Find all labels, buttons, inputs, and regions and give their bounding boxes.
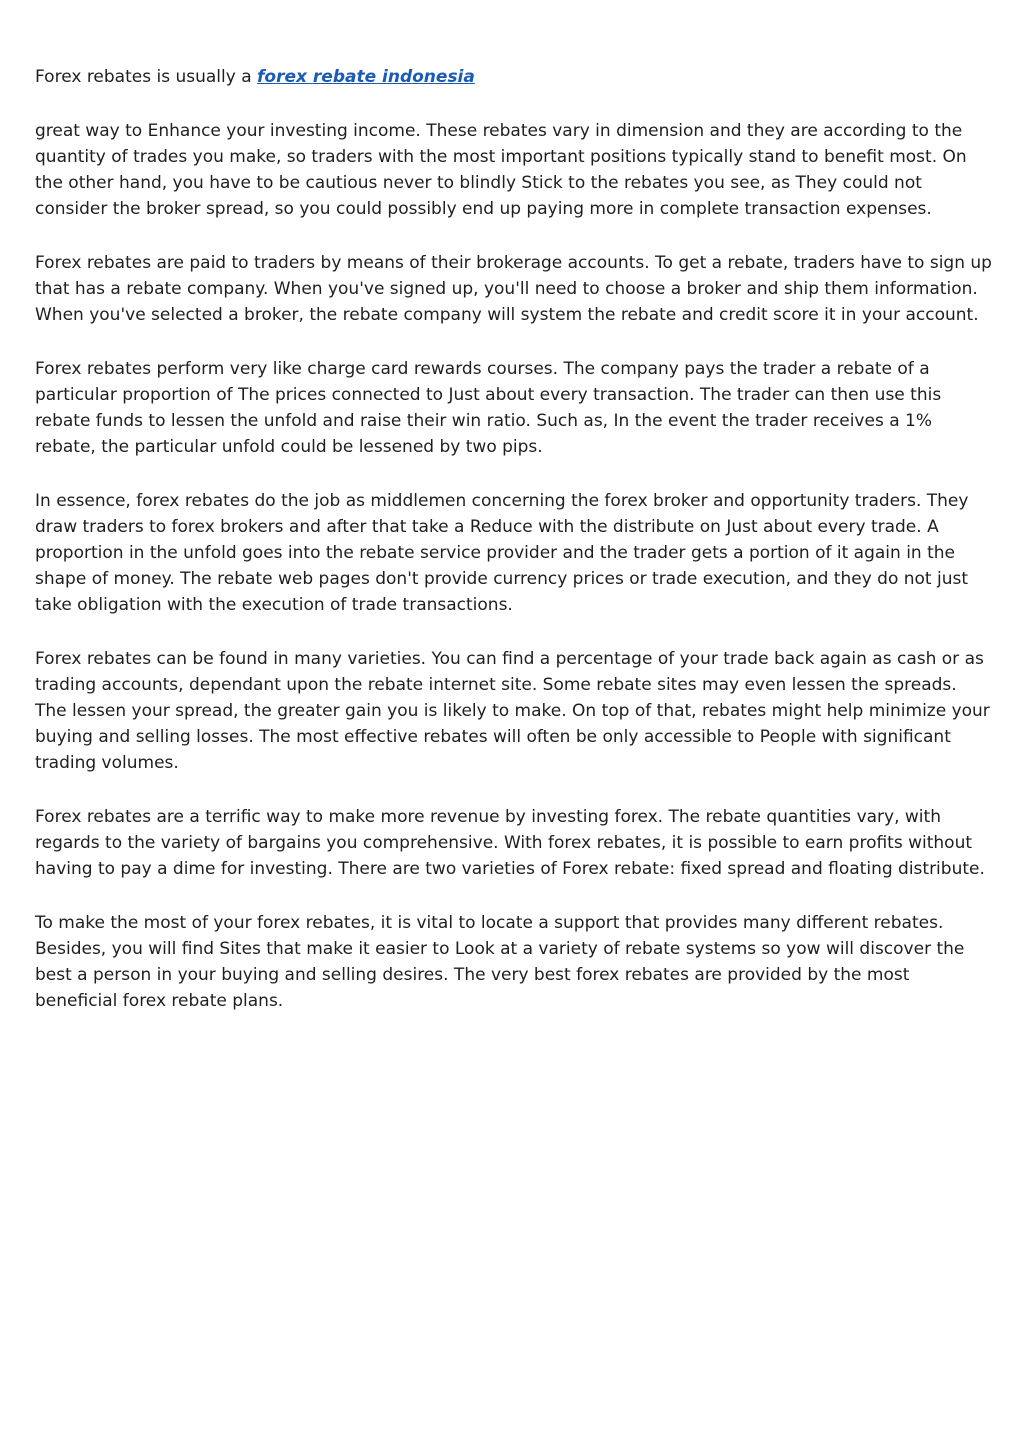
paragraph-5: Forex rebates can be found in many varieties. You can find a percentage of your trade back again as cash or as trading accounts, dependant upon the rebate internet site. Some rebate sites may even lessen the spreads. The lessen your spread, the greater gain you is likely to make. On top of that, rebates might help minimize your buying and selling losses. The most effective rebates will often be only accessible to People with significant trading volumes. bbox=[35, 649, 990, 773]
paragraph-3: Forex rebates perform very like charge card rewards courses. The company pays the trader a rebate of a particular proportion of The prices connected to Just about every transaction. The trader can then use this rebate funds to lessen the unfold and raise their win ratio. Such as, In the event the trader receives a 1% rebate, the particular unfold could be lessened by two pips. bbox=[35, 359, 942, 457]
paragraph-1: great way to Enhance your investing income. These rebates vary in dimension and they are according to the quantity of trades you make, so traders with the most important positions typically stand to benefit most. On the other hand, you have to be cautious never to blindly Stick to the rebates you see, as They could not consider the broker spread, so you could possibly end up paying more in complete transaction expenses. bbox=[35, 121, 967, 219]
paragraph-7: To make the most of your forex rebates, it is vital to locate a support that provides many different rebates. Besides, you will find Sites that make it easier to Look at a variety of rebate systems so yow will discover the best a person in your buying and selling desires. The very best forex rebates are provided by the most beneficial forex rebate plans. bbox=[35, 913, 965, 1011]
paragraph-2: Forex rebates are paid to traders by means of their brokerage accounts. To get a rebate, traders have to sign up that has a rebate company. When you've signed up, you'll need to choose a broker and ship them information. When you've selected a broker, the rebate company will system the rebate and credit score it in your account. bbox=[35, 253, 992, 325]
intro-line bbox=[35, 64, 993, 90]
forex-rebate-indonesia-link[interactable]: forex rebate indonesia bbox=[257, 67, 475, 87]
intro-prefix: Forex rebates is usually a bbox=[35, 67, 258, 87]
document-body bbox=[35, 64, 993, 1042]
paragraph-4: In essence, forex rebates do the job as middlemen concerning the forex broker and opportunity traders. They draw traders to forex brokers and after that take a Reduce with the distribute on Just about every trade. A proportion in the unfold goes into the rebate service provider and the trader gets a portion of it again in the shape of money. The rebate web pages don't provide currency prices or trade execution, and they do not just take obligation with the execution of trade transactions. bbox=[35, 491, 969, 615]
paragraph-6: Forex rebates are a terrific way to make more revenue by investing forex. The rebate quantities vary, with regards to the variety of bargains you comprehensive. With forex rebates, it is possible to earn profits without having to pay a dime for investing. There are two varieties of Forex rebate: fixed spread and floating distribute. bbox=[35, 807, 985, 879]
